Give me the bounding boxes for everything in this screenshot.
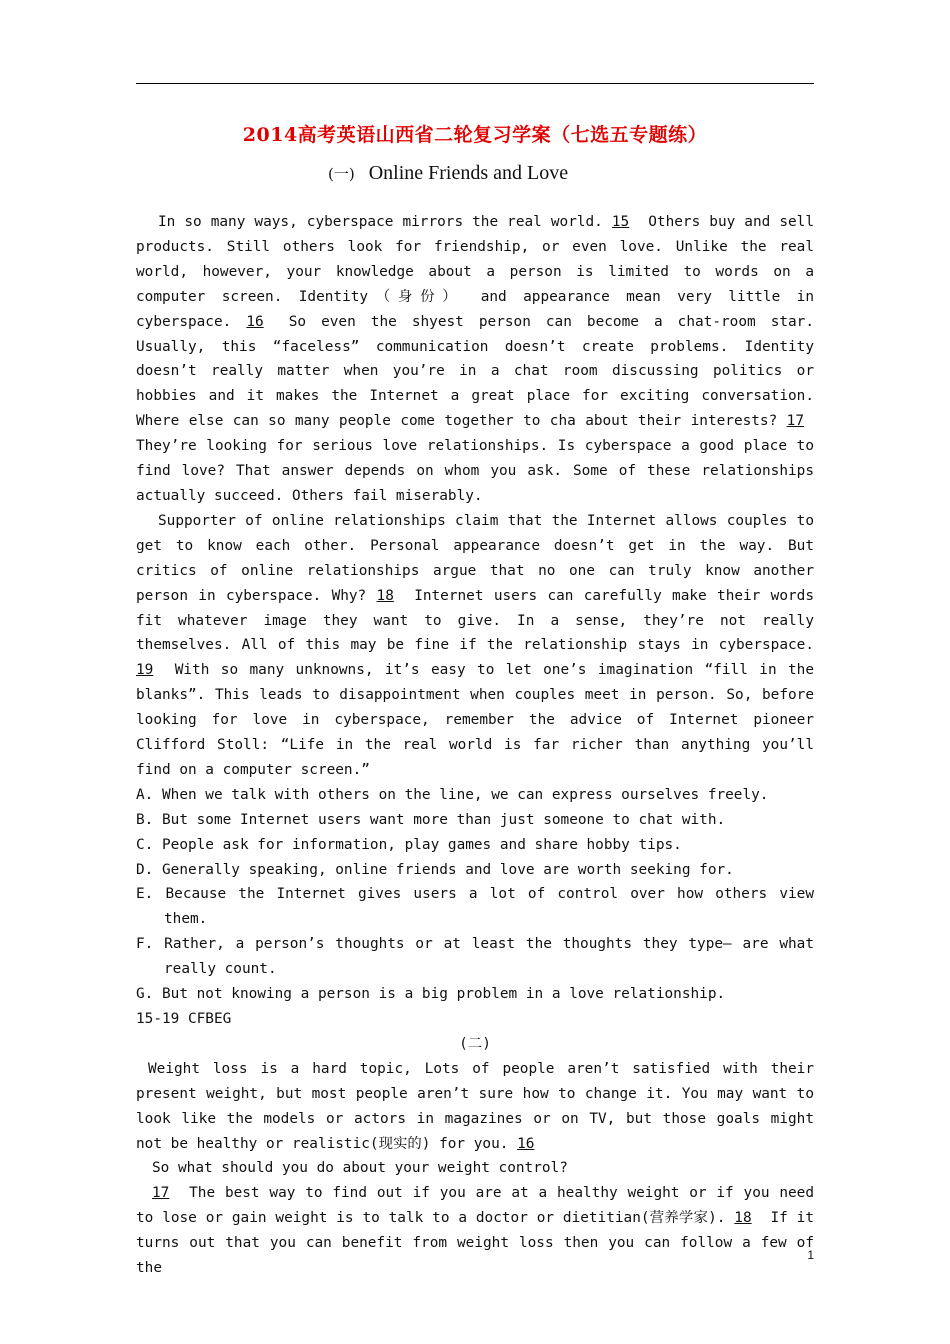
passage-1-paragraph-2: Supporter of online relationships claim that the Internet allows couples to get to know each other. Personal appearance doesn’t get in the way. But critics of online relationships argue that no one can truly know another person in cyberspace. Why? 18 Internet users can carefully make their words fit whatever image they want to give. In a sense, they’re not really themselves. All of this may be fine if the relationship stays in cyberspace. 19 With so many unknowns, it’s easy to let one’s imagination “fill in the blanks”. This leads to disappointment when couples meet in person. So, before looking for love in cyberspace, remember the advice of Internet pioneer Clifford Stoll: “Life in the real world is far richer than anything you’ll find on a computer screen.” <box>136 512 814 778</box>
section-1-heading <box>328 162 568 185</box>
blank-16-passage-2: 16 <box>517 1135 535 1152</box>
option-c: C. People ask for information, play games and share hobby tips. <box>136 836 682 853</box>
answer-key: 15-19 CFBEG <box>136 1011 232 1027</box>
page-title: 2014高考英语山西省二轮复习学案（七选五专题练） <box>242 124 708 146</box>
blank-16: 16 <box>246 313 264 330</box>
section-1-title: Online Friends and Love <box>368 162 569 184</box>
option-f: F. Rather, a person’s thoughts or at least the thoughts they type— are what really count. <box>136 936 814 978</box>
option-d: D. Generally speaking, online friends and love are worth seeking for. <box>136 861 734 878</box>
header-rule <box>136 83 814 84</box>
passage-2-paragraph-3: 17 The best way to find out if you are at a healthy weight or if you need to lose or gain weight is to talk to a doctor or dietitian(营养学家). 18 If it turns out that you can benefit from weight loss then you can follow a few of the <box>136 1185 815 1277</box>
passage-2-paragraph-2: So what should you do about your weight control? <box>152 1160 568 1177</box>
blank-17-passage-2: 17 <box>152 1185 170 1202</box>
option-g: G. But not knowing a person is a big problem in a love relationship. <box>136 986 726 1003</box>
option-e: E. Because the Internet gives users a lot of control over how others view them. <box>136 886 814 928</box>
section-1-number: (一) <box>328 165 355 183</box>
blank-18: 18 <box>376 587 394 604</box>
blank-15: 15 <box>611 214 630 230</box>
passage-2-paragraph-1: Weight loss is a hard topic, Lots of people aren’t satisfied with their present weight, but most people aren’t sure how to change it. You may want to look like the models or actors in magazines or on TV, but those goals might not be healthy or realistic(现实的) for you. 16 <box>136 1060 814 1152</box>
option-b: B. But some Internet users want more than just someone to chat with. <box>136 811 726 828</box>
blank-17: 17 <box>786 413 804 430</box>
page-number: 1 <box>807 1248 814 1262</box>
passage-1-paragraph-1: In so many ways, cyberspace mirrors the real world. 15 Others buy and sell products. Still others look for friendship, or even love. Unlike the real world, however, your knowledge about a person is limited to words on a computer screen. Identity（身份） and appearance mean very little in cyberspace. 16 So even the shyest person can become a chat-room star. Usually, this “faceless” communication doesn’t create problems. Identity doesn’t really matter when you’re in a chat room discussing politics or hobbies and it makes the Internet a great place for exciting conversation. Where else can so many people come together to cha about their interests? 17 They’re looking for serious love relationships. Is cyberspace a good place to find love? That answer depends on whom you ask. Some of these relationships actually succeed. Others fail miserably. <box>136 214 815 504</box>
option-a: A. When we talk with others on the line, we can express ourselves freely. <box>136 786 769 803</box>
blank-19: 19 <box>136 662 154 679</box>
section-2-heading: (二) <box>459 1035 491 1052</box>
blank-18-passage-2: 18 <box>734 1210 752 1227</box>
document-body <box>136 210 814 1281</box>
